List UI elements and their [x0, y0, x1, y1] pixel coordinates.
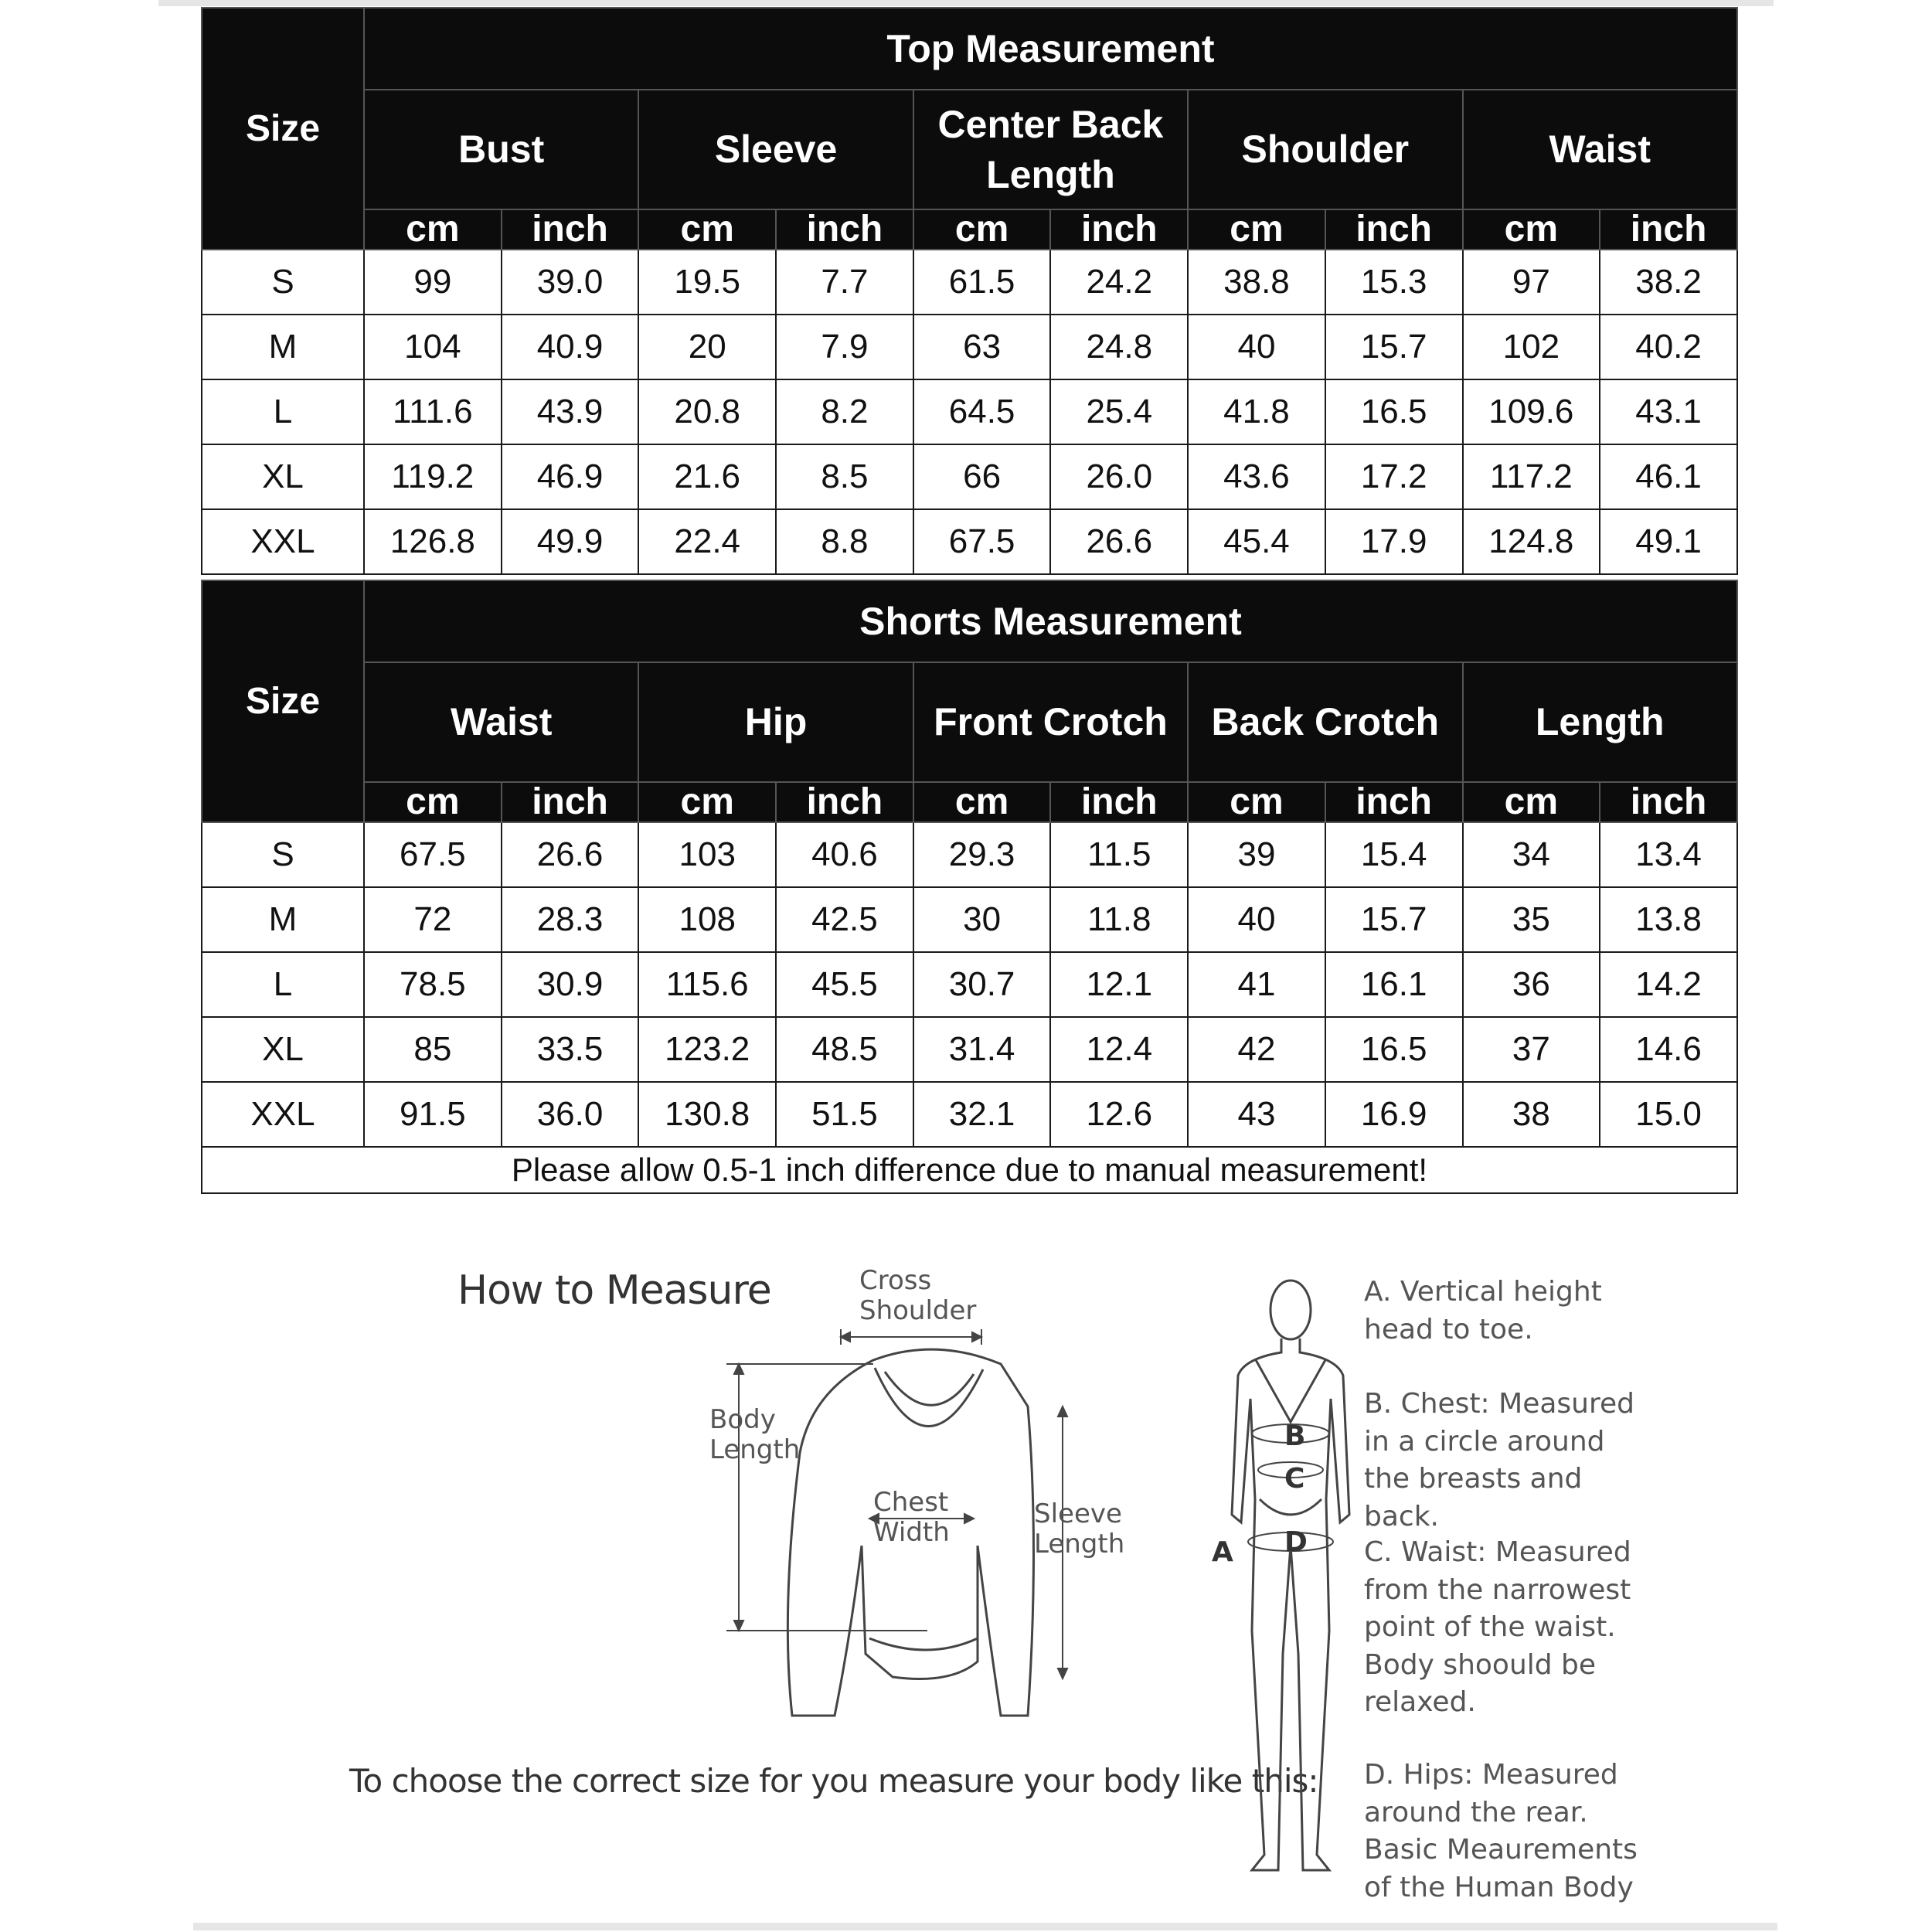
value-cell: 67.5: [364, 822, 502, 887]
value-cell: 11.5: [1050, 822, 1188, 887]
size-cell: S: [202, 822, 364, 887]
unit-header: inch: [1600, 209, 1737, 250]
value-cell: 43.6: [1188, 444, 1325, 509]
value-cell: 17.9: [1325, 509, 1463, 574]
value-cell: 30.9: [502, 952, 639, 1017]
unit-header: cm: [1463, 782, 1600, 822]
table-row: [202, 444, 1737, 509]
chest-width-label: [873, 1488, 950, 1548]
value-cell: 38.8: [1188, 250, 1325, 315]
value-cell: 26.0: [1050, 444, 1188, 509]
value-cell: 30: [913, 887, 1051, 952]
value-cell: 16.5: [1325, 379, 1463, 444]
top-divider: [158, 0, 1774, 6]
legend-b: B. Chest: Measured in a circle around the breasts and back.: [1364, 1388, 1634, 1532]
value-cell: 28.3: [502, 887, 639, 952]
value-cell: 85: [364, 1017, 502, 1082]
marker-c: C: [1284, 1463, 1305, 1495]
column-group-header: Center Back Length: [913, 90, 1188, 209]
label-line: Shoulder: [859, 1295, 977, 1327]
value-cell: 45.4: [1188, 509, 1325, 574]
column-group-header: Back Crotch: [1188, 662, 1462, 782]
value-cell: 15.7: [1325, 887, 1463, 952]
table-row: [202, 1082, 1737, 1147]
value-cell: 8.5: [776, 444, 913, 509]
unit-header: inch: [1050, 209, 1188, 250]
value-cell: 102: [1463, 315, 1600, 379]
value-cell: 67.5: [913, 509, 1051, 574]
top-measurement-table: [201, 7, 1738, 575]
value-cell: 20: [638, 315, 776, 379]
unit-header: inch: [776, 209, 913, 250]
value-cell: 35: [1463, 887, 1600, 952]
value-cell: 130.8: [638, 1082, 776, 1147]
value-cell: 41: [1188, 952, 1325, 1017]
value-cell: 30.7: [913, 952, 1051, 1017]
column-group-header: Waist: [364, 662, 638, 782]
value-cell: 32.1: [913, 1082, 1051, 1147]
value-cell: 40: [1188, 315, 1325, 379]
unit-header: inch: [1325, 209, 1463, 250]
value-cell: 48.5: [776, 1017, 913, 1082]
value-cell: 99: [364, 250, 502, 315]
measurement-note: Please allow 0.5-1 inch difference due to manual measurement!: [202, 1147, 1737, 1193]
value-cell: 38.2: [1600, 250, 1737, 315]
value-cell: 24.2: [1050, 250, 1188, 315]
value-cell: 22.4: [638, 509, 776, 574]
table-row: [202, 509, 1737, 574]
value-cell: 17.2: [1325, 444, 1463, 509]
size-cell: XXL: [202, 1082, 364, 1147]
unit-header: cm: [364, 209, 502, 250]
unit-header: cm: [913, 782, 1051, 822]
column-group-header: Waist: [1463, 90, 1737, 209]
value-cell: 72: [364, 887, 502, 952]
table-row: [202, 1017, 1737, 1082]
value-cell: 26.6: [502, 822, 639, 887]
unit-header: cm: [1188, 782, 1325, 822]
shorts-measurement-table: [201, 580, 1738, 1194]
value-cell: 91.5: [364, 1082, 502, 1147]
value-cell: 66: [913, 444, 1051, 509]
value-cell: 40.9: [502, 315, 639, 379]
value-cell: 26.6: [1050, 509, 1188, 574]
marker-b: B: [1284, 1420, 1306, 1452]
value-cell: 111.6: [364, 379, 502, 444]
value-cell: 25.4: [1050, 379, 1188, 444]
value-cell: 115.6: [638, 952, 776, 1017]
unit-header: cm: [364, 782, 502, 822]
column-group-header: Bust: [364, 90, 638, 209]
value-cell: 40: [1188, 887, 1325, 952]
value-cell: 124.8: [1463, 509, 1600, 574]
value-cell: 43.1: [1600, 379, 1737, 444]
size-cell: L: [202, 379, 364, 444]
value-cell: 40.2: [1600, 315, 1737, 379]
value-cell: 13.4: [1600, 822, 1737, 887]
value-cell: 8.2: [776, 379, 913, 444]
label-line: Body: [709, 1404, 776, 1435]
value-cell: 49.1: [1600, 509, 1737, 574]
unit-header: cm: [638, 782, 776, 822]
value-cell: 119.2: [364, 444, 502, 509]
table-row: [202, 379, 1737, 444]
value-cell: 16.9: [1325, 1082, 1463, 1147]
value-cell: 42: [1188, 1017, 1325, 1082]
label-line: Length: [1034, 1529, 1125, 1560]
label-line: Cross: [859, 1265, 932, 1296]
table-row: [202, 887, 1737, 952]
label-line: Width: [873, 1517, 950, 1549]
value-cell: 103: [638, 822, 776, 887]
value-cell: 108: [638, 887, 776, 952]
unit-header: inch: [1600, 782, 1737, 822]
label-line: Chest: [873, 1487, 949, 1518]
value-cell: 14.2: [1600, 952, 1737, 1017]
value-cell: 41.8: [1188, 379, 1325, 444]
value-cell: 36: [1463, 952, 1600, 1017]
value-cell: 46.9: [502, 444, 639, 509]
column-group-header: Shoulder: [1188, 90, 1462, 209]
size-cell: XL: [202, 1017, 364, 1082]
value-cell: 104: [364, 315, 502, 379]
cross-shoulder-label: [859, 1266, 976, 1326]
column-group-header: Sleeve: [638, 90, 913, 209]
value-cell: 31.4: [913, 1017, 1051, 1082]
value-cell: 13.8: [1600, 887, 1737, 952]
value-cell: 49.9: [502, 509, 639, 574]
body-length-label: [709, 1405, 800, 1465]
value-cell: 97: [1463, 250, 1600, 315]
body-figure-diagram: [1221, 1267, 1360, 1886]
value-cell: 123.2: [638, 1017, 776, 1082]
table-row: [202, 952, 1737, 1017]
column-group-header: Hip: [638, 662, 913, 782]
legend-c: C. Waist: Measured from the narrowest point of the waist. Body shoould be relaxed.: [1364, 1536, 1631, 1719]
size-header: Size: [202, 580, 364, 822]
size-header: Size: [202, 8, 364, 250]
value-cell: 20.8: [638, 379, 776, 444]
value-cell: 16.1: [1325, 952, 1463, 1017]
value-cell: 7.7: [776, 250, 913, 315]
table-title: Shorts Measurement: [364, 580, 1737, 662]
value-cell: 15.7: [1325, 315, 1463, 379]
value-cell: 42.5: [776, 887, 913, 952]
value-cell: 21.6: [638, 444, 776, 509]
value-cell: 126.8: [364, 509, 502, 574]
legend-a: A. Vertical height head to toe.: [1364, 1276, 1602, 1345]
measure-instruction: To choose the correct size for you measure your body like this:: [349, 1762, 1318, 1800]
value-cell: 7.9: [776, 315, 913, 379]
size-cell: M: [202, 315, 364, 379]
value-cell: 61.5: [913, 250, 1051, 315]
value-cell: 19.5: [638, 250, 776, 315]
value-cell: 34: [1463, 822, 1600, 887]
value-cell: 14.6: [1600, 1017, 1737, 1082]
unit-header: inch: [502, 782, 639, 822]
marker-d: D: [1284, 1526, 1308, 1558]
value-cell: 16.5: [1325, 1017, 1463, 1082]
unit-header: cm: [638, 209, 776, 250]
value-cell: 117.2: [1463, 444, 1600, 509]
value-cell: 38: [1463, 1082, 1600, 1147]
value-cell: 43.9: [502, 379, 639, 444]
unit-header: inch: [1050, 782, 1188, 822]
size-cell: M: [202, 887, 364, 952]
sleeve-length-label: [1034, 1499, 1124, 1560]
unit-header: inch: [776, 782, 913, 822]
table-title: Top Measurement: [364, 8, 1737, 90]
value-cell: 15.0: [1600, 1082, 1737, 1147]
value-cell: 29.3: [913, 822, 1051, 887]
value-cell: 36.0: [502, 1082, 639, 1147]
value-cell: 39: [1188, 822, 1325, 887]
value-cell: 8.8: [776, 509, 913, 574]
value-cell: 45.5: [776, 952, 913, 1017]
value-cell: 11.8: [1050, 887, 1188, 952]
unit-header: inch: [1325, 782, 1463, 822]
column-group-header: Length: [1463, 662, 1737, 782]
value-cell: 43: [1188, 1082, 1325, 1147]
size-cell: XXL: [202, 509, 364, 574]
legend-d: D. Hips: Measured around the rear. Basic Meaurements of the Human Body: [1364, 1759, 1638, 1903]
value-cell: 37: [1463, 1017, 1600, 1082]
value-cell: 12.6: [1050, 1082, 1188, 1147]
table-row: [202, 822, 1737, 887]
value-cell: 46.1: [1600, 444, 1737, 509]
table-row: [202, 315, 1737, 379]
value-cell: 64.5: [913, 379, 1051, 444]
unit-header: cm: [1188, 209, 1325, 250]
value-cell: 78.5: [364, 952, 502, 1017]
label-line: Length: [709, 1434, 801, 1466]
unit-header: inch: [502, 209, 639, 250]
how-to-measure-title: How to Measure: [457, 1267, 771, 1314]
value-cell: 12.1: [1050, 952, 1188, 1017]
unit-header: cm: [913, 209, 1051, 250]
value-cell: 24.8: [1050, 315, 1188, 379]
value-cell: 15.3: [1325, 250, 1463, 315]
value-cell: 15.4: [1325, 822, 1463, 887]
marker-a: A: [1212, 1536, 1233, 1568]
value-cell: 51.5: [776, 1082, 913, 1147]
size-cell: L: [202, 952, 364, 1017]
bottom-divider: [193, 1923, 1777, 1930]
value-cell: 63: [913, 315, 1051, 379]
column-group-header: Front Crotch: [913, 662, 1188, 782]
label-line: Sleeve: [1034, 1498, 1122, 1529]
value-cell: 12.4: [1050, 1017, 1188, 1082]
size-cell: S: [202, 250, 364, 315]
value-cell: 33.5: [502, 1017, 639, 1082]
value-cell: 39.0: [502, 250, 639, 315]
unit-header: cm: [1463, 209, 1600, 250]
value-cell: 109.6: [1463, 379, 1600, 444]
size-cell: XL: [202, 444, 364, 509]
table-row: [202, 250, 1737, 315]
value-cell: 40.6: [776, 822, 913, 887]
